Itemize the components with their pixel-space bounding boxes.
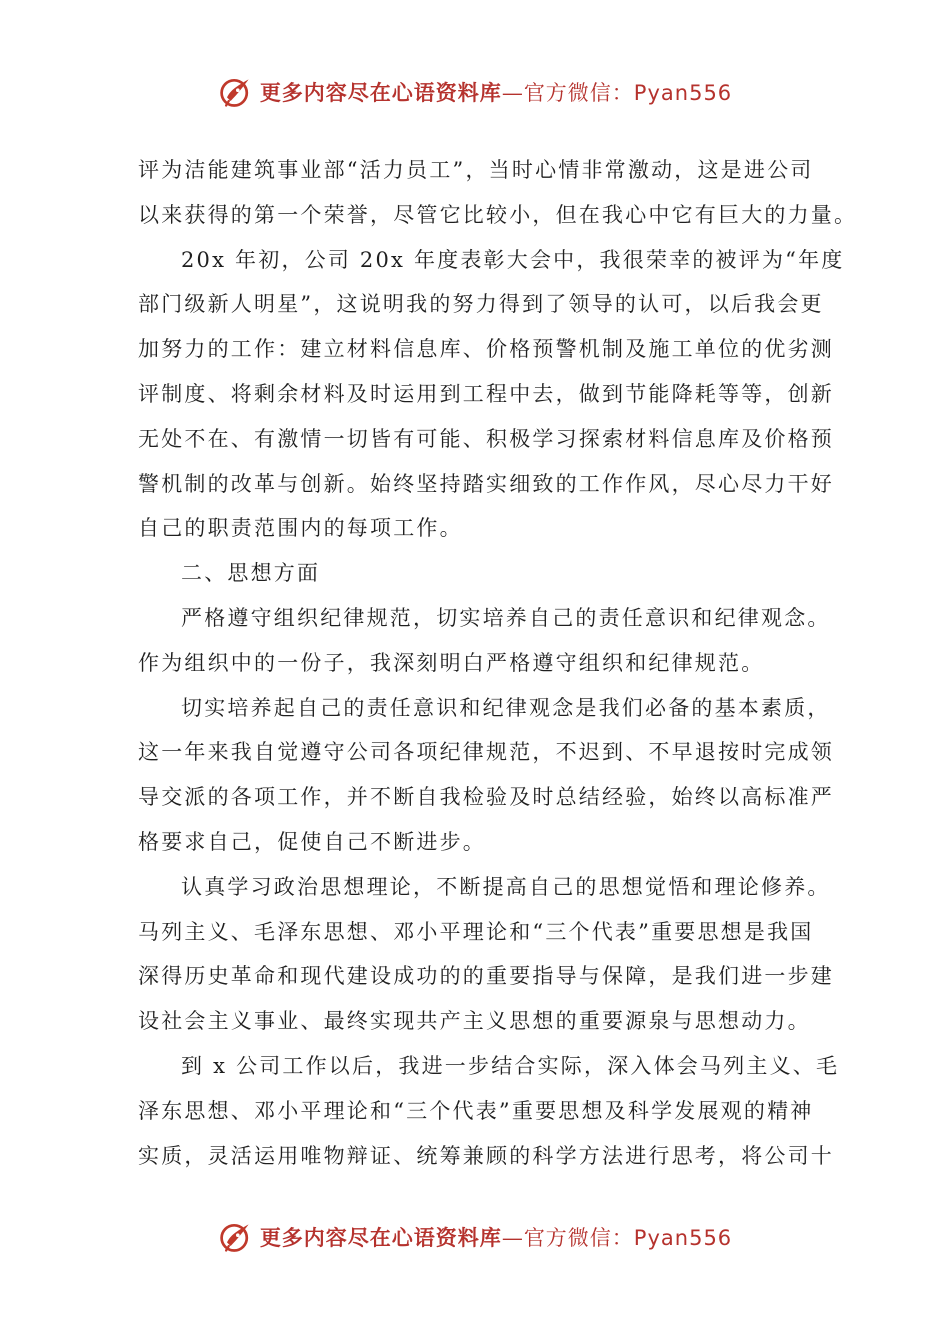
text-line: 警机制的改革与创新。始终坚持踏实细致的工作作风，尽心尽力干好	[138, 471, 834, 496]
text-line: 严格遵守组织纪律规范，切实培养自己的责任意识和纪律观念。	[181, 605, 831, 630]
text-line: 泽东思想、邓小平理论和“三个代表”重要思想及科学发展观的精神	[138, 1098, 814, 1123]
text-line: 二、思想方面	[181, 561, 321, 586]
text-line: 评为洁能建筑事业部“活力员工”，当时心情非常激动，这是进公司	[138, 158, 814, 182]
text-line: 作为组织中的一份子，我深刻明白严格遵守组织和纪律规范。	[138, 650, 765, 675]
text-line: 部门级新人明星”，这说明我的努力得到了领导的认可，以后我会更	[138, 292, 824, 317]
text-line: 以来获得的第一个荣誉，尽管它比较小，但在我心中它有巨大的力量。	[138, 202, 858, 227]
text-line: 20x 年初，公司 20x 年度表彰大会中，我很荣幸的被评为“年度	[181, 247, 845, 272]
brand-logo-icon	[218, 74, 254, 110]
text-line: 设社会主义事业、最终实现共产主义思想的重要源泉与思想动力。	[138, 1009, 811, 1034]
text-line: 认真学习政治思想理论，不断提高自己的思想觉悟和理论修养。	[181, 874, 831, 899]
banner-separator: —	[501, 81, 524, 105]
text-line: 深得历史革命和现代建设成功的的重要指导与保障，是我们进一步建	[138, 964, 834, 989]
brand-logo-icon	[218, 1219, 254, 1255]
text-line: 实质，灵活运用唯物辩证、统筹兼顾的科学方法进行思考，将公司十	[138, 1143, 834, 1168]
banner-wechat: 官方微信：Pyan556	[523, 81, 733, 105]
text-line: 这一年来我自觉遵守公司各项纪律规范，不迟到、不早退按时完成领	[138, 740, 834, 765]
text-line: 切实培养起自己的责任意识和纪律观念是我们必备的基本素质，	[181, 695, 831, 720]
text-line: 到 x 公司工作以后，我进一步结合实际，深入体会马列主义、毛	[181, 1053, 840, 1078]
text-line: 格要求自己，促使自己不断进步。	[138, 829, 486, 854]
footer-watermark-banner	[0, 1215, 950, 1259]
text-line: 自己的职责范围内的每项工作。	[138, 516, 463, 541]
text-line: 无处不在、有激情一切皆有可能、积极学习探索材料信息库及价格预	[138, 426, 834, 451]
text-line: 评制度、将剩余材料及时运用到工程中去，做到节能降耗等等，创新	[138, 381, 834, 406]
footer-watermark-text	[260, 1222, 732, 1252]
banner-separator: —	[501, 1226, 524, 1250]
banner-wechat: 官方微信：Pyan556	[523, 1226, 733, 1250]
text-line: 导交派的各项工作，并不断自我检验及时总结经验，始终以高标准严	[138, 785, 834, 810]
banner-brand: 更多内容尽在心语资料库	[259, 80, 502, 105]
banner-brand: 更多内容尽在心语资料库	[259, 1225, 502, 1250]
text-line: 加努力的工作：建立材料信息库、价格预警机制及施工单位的优劣测	[138, 337, 834, 362]
header-watermark-text	[260, 77, 732, 107]
header-watermark-banner	[0, 70, 950, 114]
text-line: 马列主义、毛泽东思想、邓小平理论和“三个代表”重要思想是我国	[138, 919, 814, 944]
document-body	[138, 148, 858, 1178]
